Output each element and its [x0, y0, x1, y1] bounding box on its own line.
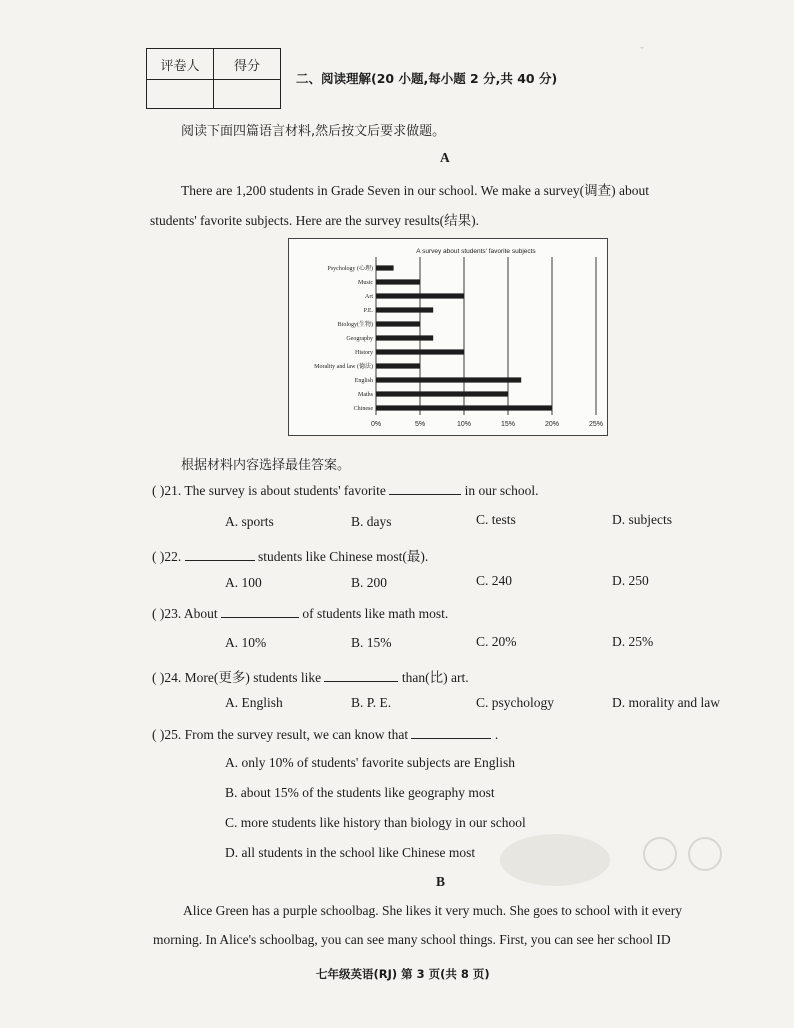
q24-option-b[interactable]: B. P. E.: [351, 695, 392, 710]
question-23-blank[interactable]: [221, 605, 299, 618]
survey-chart: [288, 238, 608, 436]
q23-option-d[interactable]: D. 25%: [612, 634, 654, 649]
page-footer: 七年级英语(RJ) 第 3 页(共 8 页): [316, 967, 490, 981]
question-24-blank[interactable]: [324, 669, 398, 682]
q25-option-a[interactable]: A. only 10% of students' favorite subjects are English: [225, 755, 515, 770]
chart-category-label: English: [354, 378, 373, 385]
score-table: [146, 48, 281, 109]
chart-category-label: History: [355, 350, 373, 357]
q23-option-a[interactable]: A. 10%: [225, 635, 267, 650]
chart-bar: [376, 307, 433, 312]
q21-option-d[interactable]: D. subjects: [612, 512, 672, 527]
grader-header: 评卷人: [147, 49, 214, 80]
bleed-through-mark: ˇ: [640, 44, 644, 58]
question-22-tail: students like Chinese most(最).: [258, 549, 429, 564]
chart-bar: [376, 265, 394, 270]
passage-b-label: B: [436, 874, 446, 889]
q22-option-d[interactable]: D. 250: [612, 573, 649, 588]
chart-category-label: Morality and law (德法): [314, 364, 373, 371]
chart-bar: [376, 363, 420, 368]
chart-bar: [376, 349, 464, 354]
passage-a-line1: There are 1,200 students in Grade Seven in our school. We make a survey(调查) about: [181, 183, 650, 198]
question-24: [152, 666, 469, 686]
bleed-through-illustration: [500, 832, 740, 892]
question-21-stem: ( )21. The survey is about students' favorite: [152, 483, 386, 498]
choose-instruction: 根据材料内容选择最佳答案。: [181, 458, 351, 473]
chart-category-label: Art: [365, 294, 373, 301]
q21-option-a[interactable]: A. sports: [225, 514, 274, 529]
question-25-stem: ( )25. From the survey result, we can know that: [152, 727, 409, 742]
chart-category-label: Music: [358, 280, 373, 287]
q25-option-b[interactable]: B. about 15% of the students like geography most: [225, 785, 495, 800]
passage-a-label: A: [440, 150, 450, 165]
q22-option-c[interactable]: C. 240: [476, 573, 513, 588]
chart-tick-label: 20%: [544, 421, 560, 428]
chart-bar: [376, 377, 521, 382]
chart-category-label: Chinese: [353, 406, 373, 413]
chart-tick-label: 0%: [370, 421, 382, 428]
chart-bar: [376, 405, 552, 410]
question-23-tail: of students like math most.: [302, 606, 449, 621]
q23-option-b[interactable]: B. 15%: [351, 635, 392, 650]
score-header: 得分: [214, 49, 281, 80]
chart-bar: [376, 321, 420, 326]
q24-option-a[interactable]: A. English: [225, 695, 283, 710]
question-21: [152, 482, 539, 499]
q22-option-a[interactable]: A. 100: [225, 575, 262, 590]
chart-tick-label: 5%: [414, 421, 426, 428]
survey-chart-svg: [289, 239, 607, 435]
chart-tick-label: 10%: [456, 421, 472, 428]
chart-title: A survey about students' favorite subjects: [416, 248, 536, 255]
q24-option-d[interactable]: D. morality and law: [612, 695, 720, 710]
question-25: [152, 726, 498, 743]
q24-option-c[interactable]: C. psychology: [476, 695, 555, 710]
q21-option-b[interactable]: B. days: [351, 514, 392, 529]
chart-category-label: Maths: [358, 392, 373, 399]
chart-bar: [376, 279, 420, 284]
question-23-stem: ( )23. About: [152, 606, 218, 621]
question-24-tail: than(比) art.: [401, 670, 469, 685]
passage-b-line2: morning. In Alice's schoolbag, you can see many school things. First, you can see her school ID: [153, 932, 671, 947]
question-21-blank[interactable]: [389, 482, 461, 495]
chart-category-label: Psychology (心理): [327, 266, 373, 273]
question-21-tail: in our school.: [464, 483, 539, 498]
grader-cell[interactable]: [147, 80, 214, 109]
chart-bar: [376, 335, 433, 340]
question-22-stem: ( )22.: [152, 549, 182, 564]
chart-tick-label: 25%: [588, 421, 604, 428]
q25-option-d[interactable]: D. all students in the school like Chinese most: [225, 845, 476, 860]
chart-category-label: Geography: [346, 336, 373, 343]
question-23: [152, 605, 448, 622]
question-24-stem: ( )24. More(更多) students like: [152, 670, 322, 685]
passage-a-line2: students' favorite subjects. Here are the survey results(结果).: [150, 213, 479, 228]
section-title: 二、阅读理解(20 小题,每小题 2 分,共 40 分): [296, 71, 558, 86]
q23-option-c[interactable]: C. 20%: [476, 634, 517, 649]
instruction: 阅读下面四篇语言材料,然后按文后要求做题。: [181, 124, 446, 139]
question-25-tail: .: [494, 727, 499, 742]
question-25-blank[interactable]: [411, 726, 491, 739]
q21-option-c[interactable]: C. tests: [476, 512, 516, 527]
chart-tick-label: 15%: [500, 421, 516, 428]
chart-category-label: P.E.: [363, 308, 373, 315]
score-cell[interactable]: [214, 80, 281, 109]
chart-bar: [376, 293, 464, 298]
chart-bar: [376, 391, 508, 396]
passage-b-line1: Alice Green has a purple schoolbag. She likes it very much. She goes to school with it every: [183, 903, 683, 918]
q22-option-b[interactable]: B. 200: [351, 575, 388, 590]
q25-option-c[interactable]: C. more students like history than biology in our school: [225, 815, 526, 830]
question-22: [152, 545, 428, 565]
chart-category-label: Biology(生物): [337, 322, 373, 329]
question-22-blank[interactable]: [185, 548, 255, 561]
